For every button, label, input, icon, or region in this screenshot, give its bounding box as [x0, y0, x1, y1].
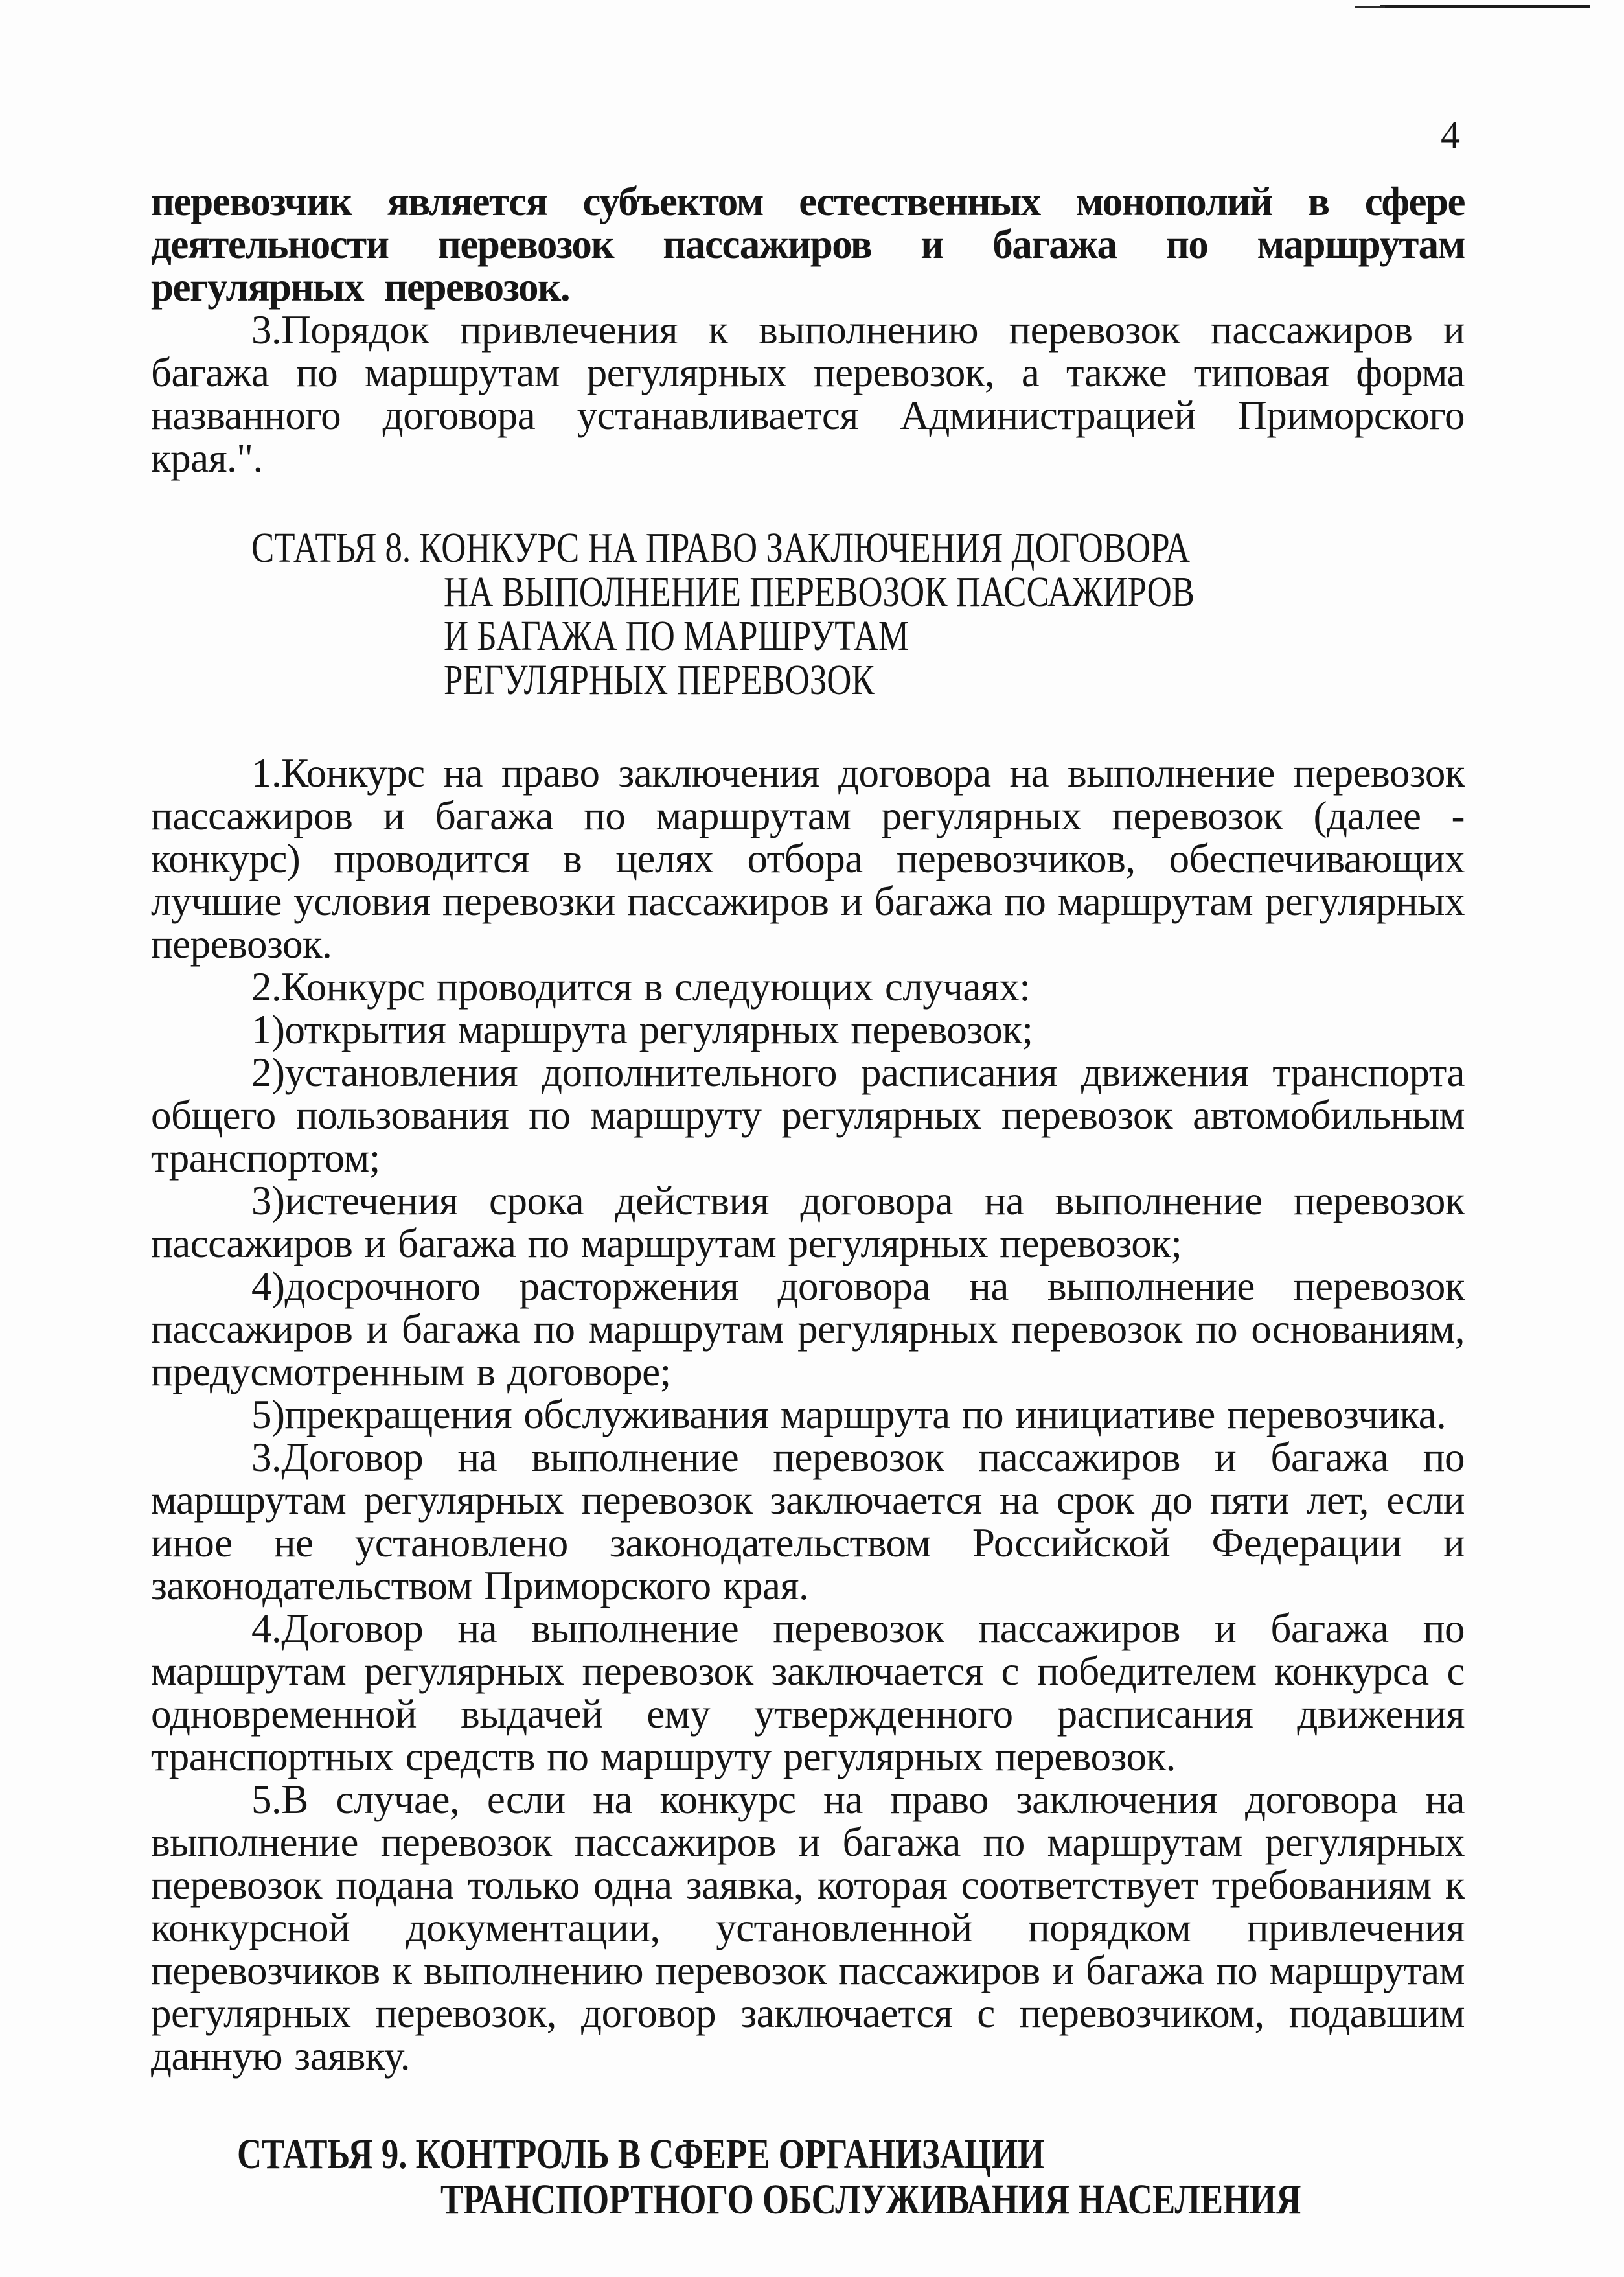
- page-number: 4: [1441, 113, 1460, 156]
- body-paragraph: 4.Договор на выполнение перевозок пассажиров и багажа по маршрутам регулярных перевозок заключается с победителем конкурса с одновременной выдачей ему утвержденного расписания движения транспортных средств по маршруту регулярных перевозок.: [151, 1606, 1465, 1779]
- heading-line-text: СТАТЬЯ 8. КОНКУРС НА ПРАВО ЗАКЛЮЧЕНИЯ ДОГОВОРА: [251, 524, 1191, 572]
- heading-line-text: НА ВЫПОЛНЕНИЕ ПЕРЕВОЗОК ПАССАЖИРОВ: [444, 568, 1195, 616]
- heading-line-text: ТРАНСПОРТНОГО ОБСЛУЖИВАНИЯ НАСЕЛЕНИЯ: [440, 2176, 1301, 2223]
- heading-line: [251, 526, 1465, 570]
- heading-line: [444, 614, 1465, 658]
- heading-line-text: РЕГУЛЯРНЫХ ПЕРЕВОЗОК: [444, 656, 875, 704]
- body-paragraph: 3.Договор на выполнение перевозок пассажиров и багажа по маршрутам регулярных перевозок заключается на срок до пяти лет, если иное не установлено законодательством Российской Федерации и законодательством Приморского края.: [151, 1435, 1465, 1608]
- body-paragraph: 2.Конкурс проводится в следующих случаях:: [251, 964, 1031, 1010]
- body-paragraph: 2)установления дополнительного расписания движения транспорта общего пользования по маршруту регулярных перевозок автомобильным транспортом;: [151, 1050, 1465, 1181]
- body-paragraph: 3)истечения срока действия договора на выполнение перевозок пассажиров и багажа по маршрутам регулярных перевозок;: [151, 1178, 1465, 1266]
- body-paragraph: 4)досрочного расторжения договора на выполнение перевозок пассажиров и багажа по маршрутам регулярных перевозок по основаниям, предусмотренным в договоре;: [151, 1264, 1465, 1394]
- heading-line: [444, 570, 1465, 614]
- heading-line: [237, 2132, 1465, 2177]
- lead-paragraph: перевозчик является субъектом естественных монополий в сфере деятельности перевозок пассажиров и багажа по маршрутам регулярных перевозок.: [151, 179, 1465, 310]
- article-8-heading: [251, 526, 1465, 702]
- article-9-heading: [237, 2132, 1465, 2223]
- heading-line-text: СТАТЬЯ 9. КОНТРОЛЬ В СФЕРЕ ОРГАНИЗАЦИИ: [237, 2131, 1045, 2178]
- heading-line: [444, 658, 1465, 702]
- body-paragraph: 3.Порядок привлечения к выполнению перевозок пассажиров и багажа по маршрутам регулярных перевозок, а также типовая форма названного договора устанавливается Администрацией Приморского края.".: [151, 307, 1465, 481]
- body-paragraph: 1)открытия маршрута регулярных перевозок;: [251, 1007, 1033, 1052]
- heading-line: [440, 2177, 1465, 2223]
- body-paragraph: 5)прекращения обслуживания маршрута по инициативе перевозчика.: [251, 1392, 1447, 1437]
- scan-artifact-line-tail: [1355, 6, 1385, 8]
- document-body: [151, 180, 1465, 2223]
- body-paragraph: 1.Конкурс на право заключения договора на выполнение перевозок пассажиров и багажа по маршрутам регулярных перевозок (далее - конкурс) проводится в целях отбора перевозчиков, обеспечивающих лучшие условия перевозки пассажиров и багажа по маршрутам регулярных перевозок.: [151, 750, 1465, 967]
- heading-line-text: И БАГАЖА ПО МАРШРУТАМ: [444, 612, 909, 660]
- scan-artifact-line: [1380, 5, 1590, 8]
- body-paragraph: 5.В случае, если на конкурс на право заключения договора на выполнение перевозок пассажиров и багажа по маршрутам регулярных перевозок подана только одна заявка, которая соответствует требованиям к конкурсной документации, установленной порядком привлечения перевозчиков к выполнению перевозок пассажиров и багажа по маршрутам регулярных перевозок, договор заключается с перевозчиком, подавшим данную заявку.: [151, 1777, 1465, 2079]
